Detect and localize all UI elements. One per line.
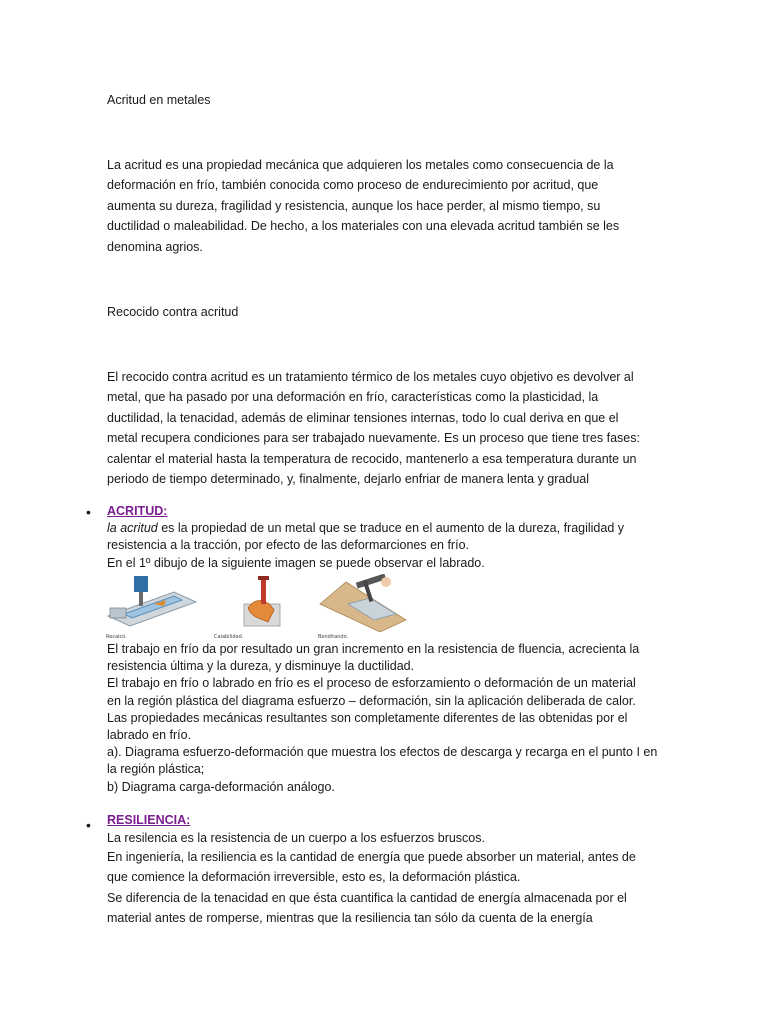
text-line: en la región plástica del diagrama esfuerzo – deformación, sin la aplicación deliberada de calor. bbox=[107, 693, 636, 708]
figure-recalco bbox=[104, 574, 200, 632]
figure-benditando bbox=[318, 574, 408, 632]
text-line: En el 1º dibujo de la siguiente imagen se puede observar el labrado. bbox=[107, 555, 485, 570]
text-line: labrado en frío. bbox=[107, 728, 192, 743]
section-heading-recocido: Recocido contra acritud bbox=[107, 305, 239, 319]
text-line: Las propiedades mecánicas resultantes son completamente diferentes de las obtenidas por el bbox=[107, 710, 628, 725]
text-line: aumenta su dureza, fragilidad y resistencia, aunque los hace perder, al mismo tiempo, su bbox=[107, 198, 601, 213]
illustration-strip bbox=[104, 574, 414, 642]
text-line: material antes de romperse, mientras que la resiliencia tan sólo da cuenta de la energía bbox=[107, 911, 593, 926]
document-title: Acritud en metales bbox=[107, 93, 211, 107]
figure-calabilidad bbox=[234, 574, 294, 632]
text-fragment: es la propiedad de un metal que se traduce en el aumento de la dureza, fragilidad y bbox=[157, 521, 625, 536]
text-line: metal recupera condiciones para ser trabajado nuevamente. Es un proceso que tiene tres fases: bbox=[107, 431, 640, 446]
bullet-marker: • bbox=[86, 504, 91, 520]
text-line bbox=[107, 520, 663, 537]
text-line: la región plástica; bbox=[107, 762, 205, 777]
acritud-details bbox=[107, 641, 663, 796]
text-line: b) Diagrama carga-deformación análogo. bbox=[107, 779, 335, 794]
paragraph-recocido bbox=[107, 367, 663, 489]
text-line: denomina agrios. bbox=[107, 239, 203, 254]
text-line: Se diferencia de la tenacidad en que ésta cuantifica la cantidad de energía almacenada por el bbox=[107, 890, 627, 905]
bullet-marker: • bbox=[86, 817, 91, 833]
figure-caption: Calabilidad. bbox=[214, 634, 244, 640]
bullet-heading-acritud: ACRITUD: bbox=[107, 504, 168, 518]
text-line: a). Diagrama esfuerzo-deformación que muestra los efectos de descarga y recarga en el punto I en bbox=[107, 745, 658, 760]
bullet-acritud bbox=[107, 503, 663, 572]
text-line: El trabajo en frío o labrado en frío es el proceso de esforzamiento o deformación de un material bbox=[107, 676, 636, 691]
text-line: metal, que ha pasado por una deformación en frío, características como la plasticidad, la bbox=[107, 390, 599, 405]
emphasis-acritud: la acritud bbox=[107, 521, 158, 536]
figure-caption: Benditando. bbox=[318, 634, 349, 640]
text-line: ductilidad, la tenacidad, además de eliminar tensiones internas, todo lo cual deriva en que el bbox=[107, 410, 619, 425]
paragraph-acritud-intro bbox=[107, 155, 663, 257]
text-line: El trabajo en frío da por resultado un gran incremento en la resistencia de fluencia, acrecienta la bbox=[107, 642, 640, 656]
bullet-heading-resiliencia: RESILIENCIA: bbox=[107, 813, 191, 827]
text-line: resistencia a la tracción, por efecto de las deformarciones en frío. bbox=[107, 538, 469, 553]
text-line: periodo de tiempo determinado, y, finalmente, dejarlo enfriar de manera lenta y gradual bbox=[107, 472, 589, 487]
text-line: ductilidad o maleabilidad. De hecho, a los materiales con una elevada acritud también se les bbox=[107, 219, 620, 234]
text-line: El recocido contra acritud es un tratamiento térmico de los metales cuyo objetivo es devolver al bbox=[107, 370, 634, 384]
text-line: En ingeniería, la resiliencia es la cantidad de energía que puede absorber un material, antes de bbox=[107, 850, 636, 864]
figure-caption: Recalcó. bbox=[106, 634, 127, 640]
text-line: deformación en frío, también conocida como proceso de endurecimiento por acritud, que bbox=[107, 178, 599, 193]
text-line: La resilencia es la resistencia de un cuerpo a los esfuerzos bruscos. bbox=[107, 831, 485, 845]
text-line: resistencia última y la dureza, y disminuye la ductilidad. bbox=[107, 659, 415, 674]
text-line: que comience la deformación irreversible, esto es, la deformación plástica. bbox=[107, 870, 521, 885]
text-line: calentar el material hasta la temperatura de recocido, mantenerlo a esa temperatura durante un bbox=[107, 451, 637, 466]
text-line: La acritud es una propiedad mecánica que adquieren los metales como consecuencia de la bbox=[107, 158, 614, 172]
bullet-resiliencia bbox=[107, 812, 667, 929]
